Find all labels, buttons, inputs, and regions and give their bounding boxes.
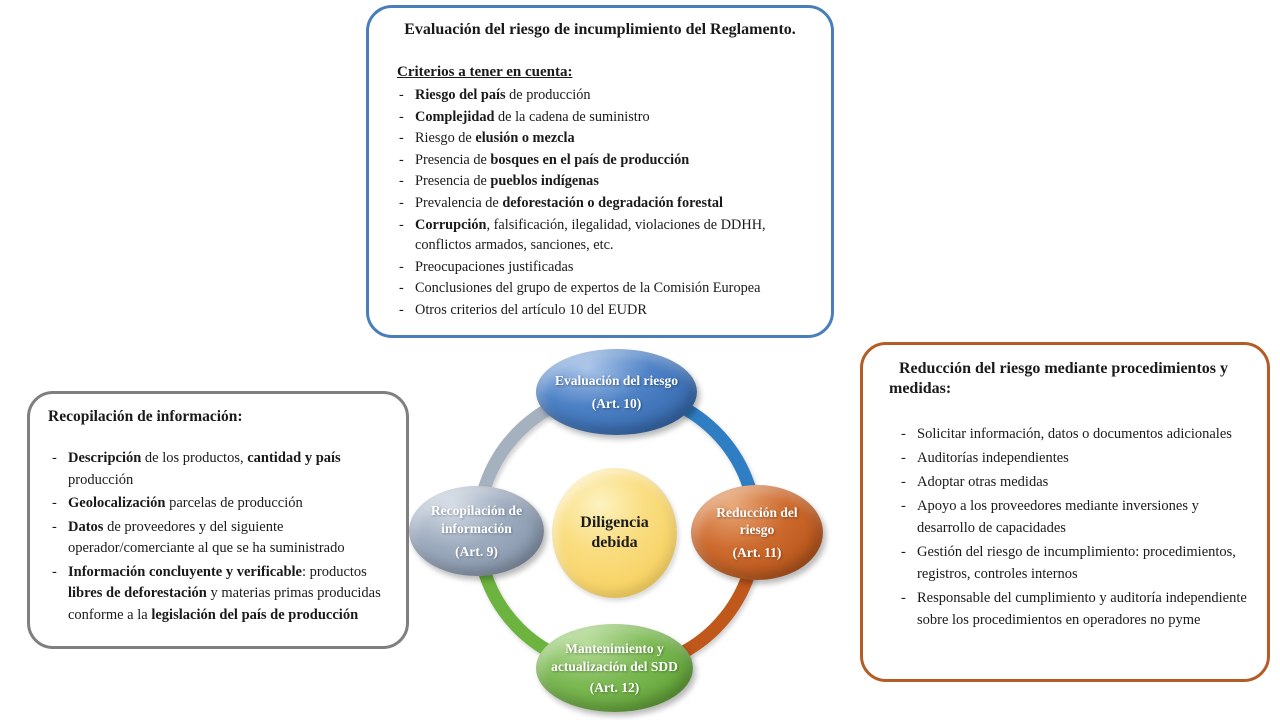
list-item	[897, 423, 1249, 445]
cycle-node-article: (Art. 11)	[732, 545, 782, 561]
cycle-node-label: Reducción del riesgo	[716, 504, 798, 537]
text-segment: Corrupción	[415, 216, 487, 233]
cycle-node-reduccion	[691, 485, 823, 580]
list-item	[395, 171, 805, 192]
callout-recopilacion-box	[27, 391, 409, 649]
list-item	[395, 150, 805, 171]
callout-reduccion-box	[860, 342, 1270, 682]
text-segment: Prevalencia de	[415, 194, 503, 211]
text-segment: Auditorías independientes	[917, 450, 1069, 466]
text-segment: bosques en el país de producción	[490, 151, 690, 168]
callout-evaluacion-list	[395, 85, 805, 321]
cycle-node-mantenimiento	[536, 624, 693, 712]
list-item	[395, 257, 805, 278]
callout-evaluacion-title: Evaluación del riesgo de incumplimiento del Reglamento.	[404, 21, 796, 38]
list-item	[395, 300, 805, 321]
callout-evaluacion-box	[366, 5, 834, 338]
cycle-node-article: (Art. 10)	[591, 396, 642, 412]
text-segment: Adoptar otras medidas	[917, 474, 1049, 490]
list-item	[897, 541, 1249, 585]
callout-reduccion-title: Reducción del riesgo mediante procedimientos y medidas:	[889, 360, 1229, 397]
text-segment: Riesgo de	[415, 130, 476, 147]
text-segment: , falsificación, ilegalidad, violaciones de DDHH, conflictos armados, sanciones, etc.	[415, 216, 766, 254]
text-segment: Solicitar información, datos o documentos adicionales	[917, 426, 1232, 442]
text-segment: Apoyo a los proveedores mediante inversiones y desarrollo de capacidades	[917, 498, 1199, 536]
text-segment: Riesgo del país	[415, 87, 506, 103]
list-item	[395, 215, 805, 256]
text-segment: de proveedores y del siguiente operador/comerciante al que se ha suministrado	[68, 518, 345, 557]
text-segment: y materias primas producidas conforme a la	[68, 585, 381, 623]
list-item	[395, 85, 805, 106]
list-item	[897, 471, 1249, 493]
text-segment: producción	[68, 471, 134, 488]
list-item	[897, 495, 1249, 539]
list-item	[395, 193, 805, 214]
text-segment: Responsable del cumplimiento y auditoría independiente sobre los procedimientos en operadores no pyme	[917, 590, 1247, 628]
text-segment: Complejidad	[415, 108, 495, 125]
text-segment: Otros criterios del artículo 10 del EUDR	[415, 301, 647, 318]
text-segment: elusión o mezcla	[475, 130, 575, 147]
text-segment: de producción	[505, 87, 591, 103]
text-segment: Descripción	[68, 450, 142, 467]
list-item	[897, 447, 1249, 469]
list-item	[897, 587, 1249, 631]
list-item	[48, 493, 390, 515]
list-item	[48, 517, 390, 560]
list-item	[395, 107, 805, 128]
cycle-node-label: Recopilación de información	[430, 503, 523, 536]
callout-reduccion-list	[889, 423, 1249, 631]
text-segment: Presencia de	[415, 151, 491, 168]
cycle-node-label: Mantenimiento y actualización del SDD	[551, 641, 678, 674]
cycle-node-article: (Art. 9)	[455, 543, 498, 559]
list-item	[48, 448, 390, 491]
callout-recopilacion-list	[48, 448, 390, 626]
text-segment: Gestión del riesgo de incumplimiento: procedimientos, registros, controles internos	[917, 544, 1236, 582]
text-segment: legislación del país de producción	[151, 606, 359, 623]
text-segment: Información concluyente y verificable	[68, 563, 302, 580]
list-item	[395, 278, 805, 299]
cycle-node-label: Evaluación del riesgo	[554, 372, 678, 388]
text-segment: de la cadena de suministro	[494, 108, 650, 125]
text-segment: Preocupaciones justificadas	[415, 258, 574, 275]
text-segment: libres de deforestación	[68, 585, 207, 602]
list-item	[395, 128, 805, 149]
text-segment: Conclusiones del grupo de expertos de la Comisión Europea	[415, 280, 761, 297]
text-segment: deforestación o degradación forestal	[502, 194, 723, 211]
text-segment: Datos	[68, 518, 104, 535]
text-segment: Presencia de	[415, 173, 491, 190]
text-segment: : productos	[301, 563, 367, 580]
cycle-center-label: Diligencia debida	[580, 513, 649, 551]
list-item	[48, 562, 390, 627]
callout-evaluacion-subtitle: Criterios a tener en cuenta:	[397, 64, 573, 80]
text-segment: parcelas de producción	[165, 495, 303, 512]
cycle-node-article: (Art. 12)	[589, 679, 640, 695]
callout-recopilacion-title: Recopilación de información:	[48, 408, 243, 425]
cycle-center-node	[552, 468, 677, 598]
cycle-node-evaluacion	[536, 349, 697, 435]
text-segment: cantidad y país	[247, 450, 341, 467]
cycle-node-recopilacion	[409, 486, 544, 576]
text-segment: Geolocalización	[68, 495, 166, 512]
text-segment: de los productos,	[141, 450, 248, 467]
text-segment: pueblos indígenas	[490, 173, 599, 190]
